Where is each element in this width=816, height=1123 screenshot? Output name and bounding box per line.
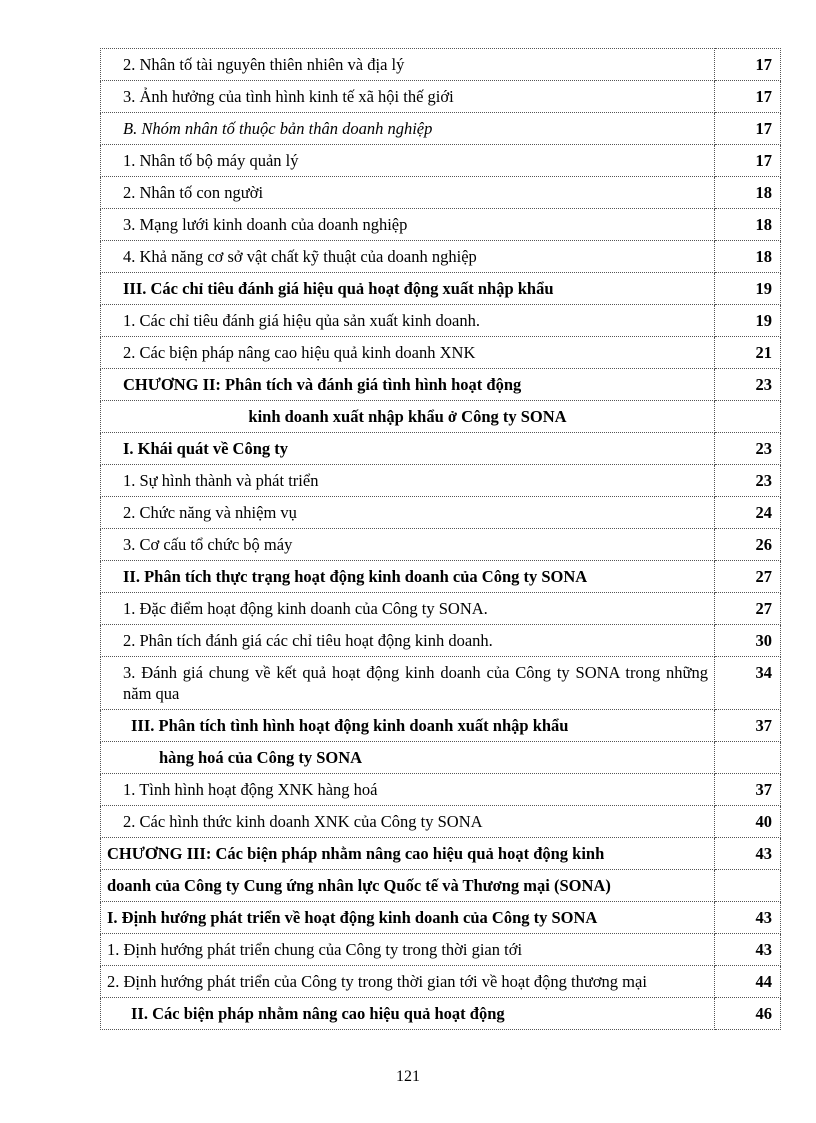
toc-entry-title: CHƯƠNG II: Phân tích và đánh giá tình hình hoạt động [101, 369, 715, 401]
toc-entry-title: 4. Khả năng cơ sở vật chất kỹ thuật của doanh nghiệp [101, 241, 715, 273]
toc-entry-page: 24 [715, 497, 781, 529]
toc-entry-title: II. Các biện pháp nhằm nâng cao hiệu quả hoạt động [101, 998, 715, 1030]
toc-entry-title: 1. Tình hình hoạt động XNK hàng hoá [101, 774, 715, 806]
toc-entry-title: 1. Nhân tố bộ máy quản lý [101, 145, 715, 177]
toc-entry-title: 1. Định hướng phát triển chung của Công ty trong thời gian tới [101, 934, 715, 966]
toc-entry-page: 18 [715, 209, 781, 241]
toc-entry-title: 2. Các hình thức kinh doanh XNK của Công ty SONA [101, 806, 715, 838]
toc-body [101, 49, 781, 1030]
toc-row [101, 966, 781, 998]
toc-entry-title: doanh của Công ty Cung ứng nhân lực Quốc tế và Thương mại (SONA) [101, 870, 715, 902]
toc-row [101, 177, 781, 209]
toc-entry-title: 2. Định hướng phát triển của Công ty trong thời gian tới về hoạt động thương mại [101, 966, 715, 998]
toc-entry-title: CHƯƠNG III: Các biện pháp nhằm nâng cao hiệu quả hoạt động kinh [101, 838, 715, 870]
toc-table [100, 48, 781, 1030]
toc-row [101, 465, 781, 497]
toc-entry-page: 21 [715, 337, 781, 369]
toc-entry-page [715, 401, 781, 433]
toc-row [101, 742, 781, 774]
toc-entry-page: 27 [715, 561, 781, 593]
toc-entry-page: 27 [715, 593, 781, 625]
toc-entry-title: 1. Các chỉ tiêu đánh giá hiệu qủa sản xuất kinh doanh. [101, 305, 715, 337]
toc-row [101, 401, 781, 433]
toc-entry-title: 1. Sự hình thành và phát triển [101, 465, 715, 497]
toc-entry-title: 3. Ảnh hưởng của tình hình kinh tế xã hội thế giới [101, 81, 715, 113]
toc-entry-title: III. Các chỉ tiêu đánh giá hiệu quả hoạt động xuất nhập khẩu [101, 273, 715, 305]
toc-entry-page: 17 [715, 49, 781, 81]
toc-entry-title: 2. Phân tích đánh giá các chỉ tiêu hoạt động kinh doanh. [101, 625, 715, 657]
toc-entry-title: 3. Cơ cấu tổ chức bộ máy [101, 529, 715, 561]
toc-row [101, 81, 781, 113]
toc-entry-page: 43 [715, 934, 781, 966]
toc-entry-page: 18 [715, 177, 781, 209]
toc-row [101, 774, 781, 806]
toc-entry-page: 40 [715, 806, 781, 838]
toc-row [101, 497, 781, 529]
toc-row [101, 529, 781, 561]
toc-row [101, 305, 781, 337]
toc-entry-page: 46 [715, 998, 781, 1030]
toc-row [101, 806, 781, 838]
toc-row [101, 561, 781, 593]
toc-entry-page: 17 [715, 81, 781, 113]
toc-entry-title: kinh doanh xuất nhập khẩu ở Công ty SONA [101, 401, 715, 433]
toc-entry-title: I. Định hướng phát triển về hoạt động kinh doanh của Công ty SONA [101, 902, 715, 934]
toc-entry-title: 2. Chức năng và nhiệm vụ [101, 497, 715, 529]
toc-row [101, 934, 781, 966]
toc-row [101, 710, 781, 742]
toc-entry-title: III. Phân tích tình hình hoạt động kinh doanh xuất nhập khẩu [101, 710, 715, 742]
toc-row [101, 337, 781, 369]
toc-entry-title: 3. Mạng lưới kinh doanh của doanh nghiệp [101, 209, 715, 241]
toc-entry-page [715, 870, 781, 902]
toc-entry-page [715, 742, 781, 774]
toc-row [101, 657, 781, 710]
toc-row [101, 209, 781, 241]
toc-entry-title: 2. Nhân tố con người [101, 177, 715, 209]
toc-entry-page: 43 [715, 838, 781, 870]
toc-entry-page: 26 [715, 529, 781, 561]
toc-entry-page: 17 [715, 145, 781, 177]
toc-row [101, 902, 781, 934]
toc-row [101, 870, 781, 902]
toc-entry-title: B. Nhóm nhân tố thuộc bản thân doanh nghiệp [101, 113, 715, 145]
toc-row [101, 998, 781, 1030]
toc-row [101, 369, 781, 401]
toc-row [101, 113, 781, 145]
toc-entry-page: 30 [715, 625, 781, 657]
toc-entry-title: 2. Nhân tố tài nguyên thiên nhiên và địa lý [101, 49, 715, 81]
toc-row [101, 49, 781, 81]
toc-entry-page: 37 [715, 774, 781, 806]
toc-entry-title: 3. Đánh giá chung về kết quả hoạt động kinh doanh của Công ty SONA trong những năm qua [101, 657, 715, 710]
toc-row [101, 625, 781, 657]
page-number: 121 [396, 1068, 420, 1085]
toc-entry-page: 43 [715, 902, 781, 934]
toc-entry-title: II. Phân tích thực trạng hoạt động kinh doanh của Công ty SONA [101, 561, 715, 593]
toc-entry-page: 17 [715, 113, 781, 145]
toc-entry-page: 23 [715, 465, 781, 497]
toc-entry-page: 19 [715, 305, 781, 337]
toc-entry-page: 18 [715, 241, 781, 273]
toc-entry-title: I. Khái quát về Công ty [101, 433, 715, 465]
toc-entry-page: 23 [715, 433, 781, 465]
toc-entry-page: 19 [715, 273, 781, 305]
toc-entry-title: 2. Các biện pháp nâng cao hiệu quả kinh doanh XNK [101, 337, 715, 369]
toc-entry-page: 23 [715, 369, 781, 401]
toc-row [101, 433, 781, 465]
toc-row [101, 273, 781, 305]
toc-entry-title: hàng hoá của Công ty SONA [101, 742, 715, 774]
toc-entry-page: 34 [715, 657, 781, 710]
toc-entry-page: 44 [715, 966, 781, 998]
toc-entry-title: 1. Đặc điểm hoạt động kinh doanh của Công ty SONA. [101, 593, 715, 625]
toc-row [101, 241, 781, 273]
toc-row [101, 593, 781, 625]
toc-row [101, 838, 781, 870]
toc-entry-page: 37 [715, 710, 781, 742]
toc-row [101, 145, 781, 177]
